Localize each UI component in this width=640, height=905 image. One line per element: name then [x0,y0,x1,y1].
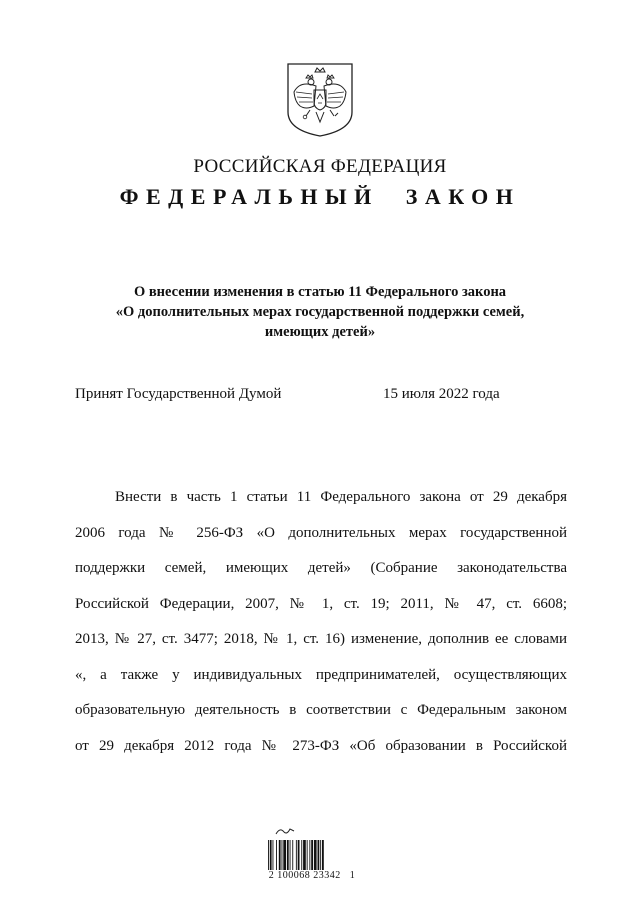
body-line: Внести в часть 1 статьи 11 Федерального закона от 29 декабря [115,489,567,505]
law-title-line: О внесении изменения в статью 11 Федерального закона [133,284,507,300]
barcode-icon [268,840,356,870]
signature-mark-icon [275,826,295,836]
adopted-by: Принят Государственной Думой [75,386,282,402]
body-line: 2006 года № 256-ФЗ «О дополнительных мерах государственной [75,524,567,541]
country-name: РОССИЙСКАЯ ФЕДЕРАЦИЯ [193,156,447,177]
coat-of-arms-icon [286,62,354,138]
law-title [60,282,580,342]
body-line: 2013, № 27, ст. 3477; 2018, № 1, ст. 16) изменение, дополнив ее словами [75,631,567,647]
body-line: «, а также у индивидуальных предпринимателей, осуществляющих [75,666,567,683]
body-line: Российской Федерации, 2007, № 1, ст. 19; 2011, № 47, ст. 6608; [75,595,567,612]
law-body [75,480,567,764]
law-title-line: имеющих детей» [264,324,376,340]
adoption-date: 15 июля 2022 года [383,386,500,402]
body-line: образовательную деятельность в соответствии с Федеральным законом [75,702,567,718]
law-title-line: «О дополнительных мерах государственной поддержки семей, [115,304,525,320]
document-type: ФЕДЕРАЛЬНЫЙ ЗАКОН [119,184,521,209]
barcode-number: 2 100068 23342 1 [268,870,356,881]
body-line: поддержки семей, имеющих детей» (Собрание законодательства [75,560,567,576]
body-line: от 29 декабря 2012 года № 273-ФЗ «Об образовании в Российской [75,737,567,754]
